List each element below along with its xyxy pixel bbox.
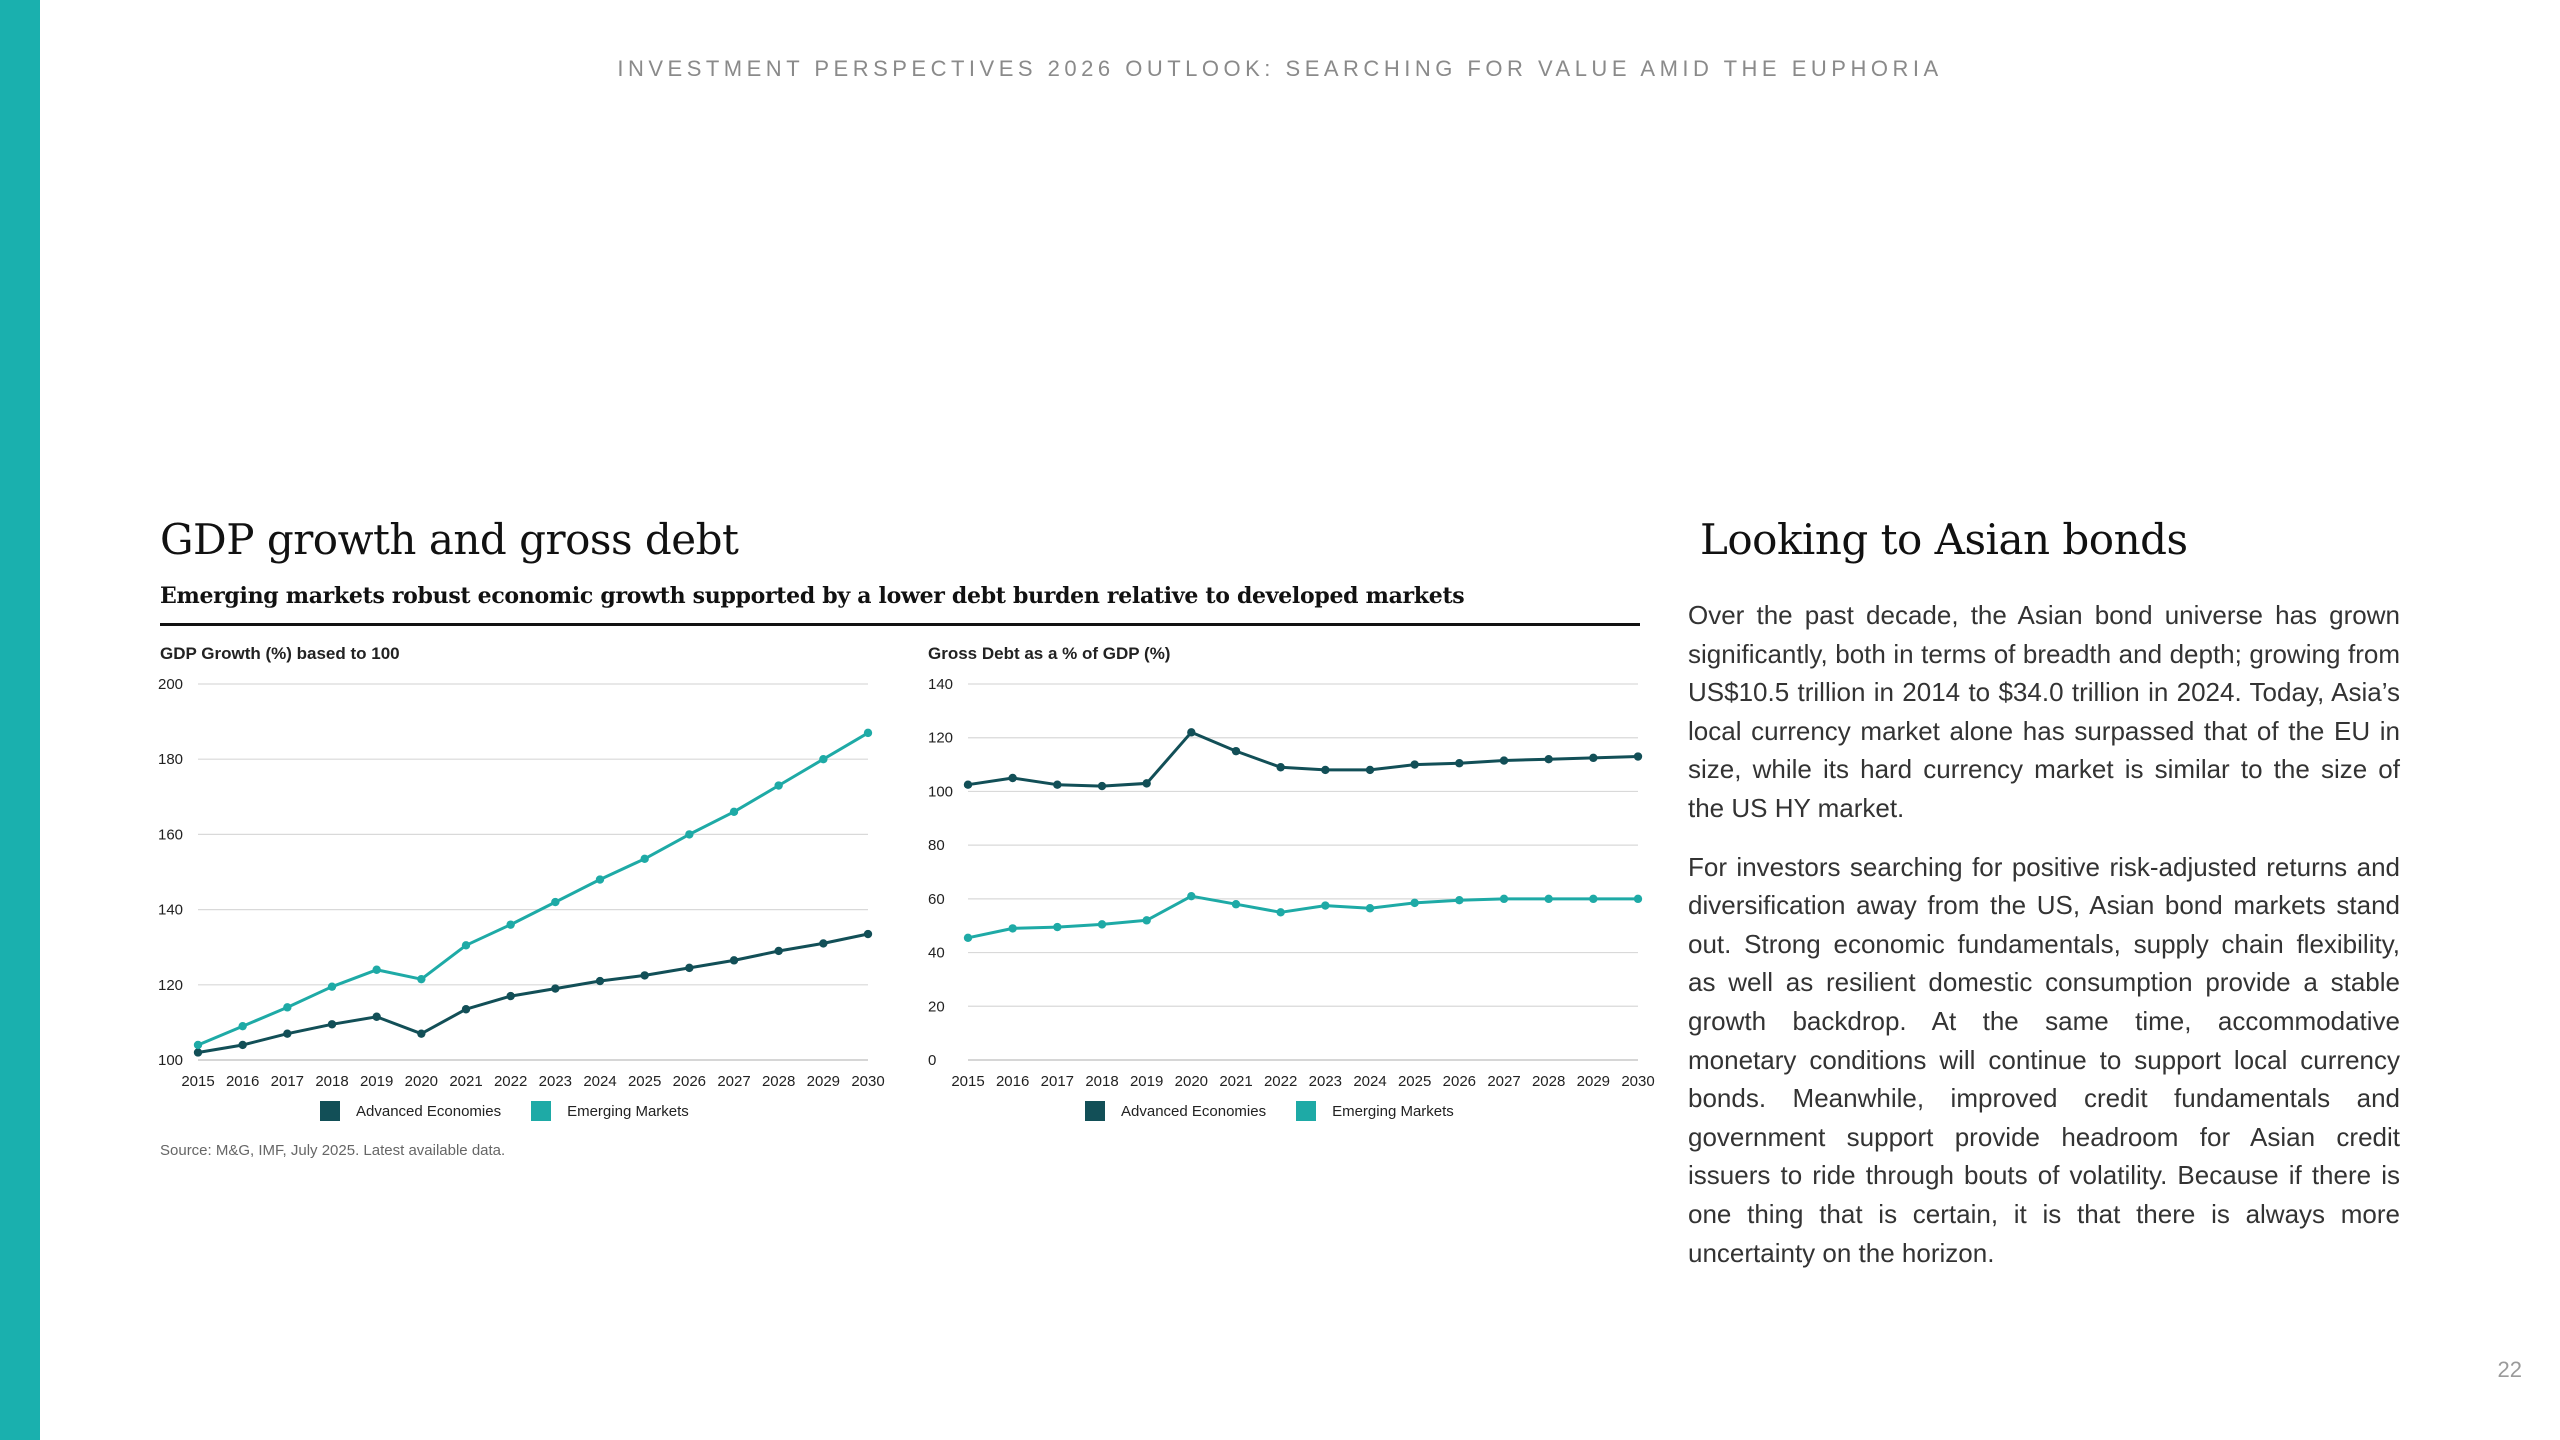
debt-x-tick-label: 2023 [1308, 1073, 1343, 1090]
gdp-point-emerging [596, 875, 604, 883]
gdp-x-tick-label: 2020 [404, 1073, 439, 1090]
gdp-point-advanced [194, 1048, 202, 1056]
article-paragraph-2: For investors searching for positive risk-adjusted returns and diversification away from the US, Asian bond markets stand out. Strong economic fundamentals, supply chain flexibility, as well as resilient domestic consumption provide a stable growth backdrop. At the same time, accommodative monetary conditions will continue to support local currency bonds. Meanwhile, improved credit fundamentals and government support provide headroom for Asian credit issuers to ride through bouts of volatility. Because if there is one thing that is certain, it is that there is always more uncertainty on the horizon. [1688, 851, 2400, 1268]
debt-y-tick-label: 60 [928, 890, 945, 908]
legend-item-advanced [1085, 1101, 1266, 1121]
debt-point-advanced [1634, 752, 1642, 760]
debt-point-advanced [1500, 756, 1508, 764]
gdp-y-tick-label: 140 [158, 901, 184, 919]
debt-chart-title: Gross Debt as a % of GDP (%) [928, 644, 1171, 663]
gdp-x-tick-label: 2022 [493, 1073, 528, 1090]
gdp-point-emerging [774, 781, 782, 789]
gdp-x-tick-label: 2019 [359, 1073, 394, 1090]
gdp-y-tick-label: 180 [158, 751, 184, 769]
debt-x-tick-label: 2018 [1085, 1073, 1119, 1090]
debt-point-advanced [1589, 754, 1597, 762]
debt-point-advanced [1232, 747, 1240, 755]
debt-y-tick-label: 20 [928, 998, 945, 1016]
gdp-point-emerging [372, 966, 380, 974]
gdp-point-emerging [730, 808, 738, 816]
gdp-point-emerging [685, 830, 693, 838]
gdp-point-advanced [774, 947, 782, 955]
debt-point-advanced [1053, 781, 1061, 789]
gdp-x-tick-label: 2024 [583, 1073, 617, 1090]
gdp-point-emerging [819, 755, 827, 763]
debt-x-tick-label: 2019 [1129, 1073, 1164, 1090]
debt-point-emerging [1455, 896, 1463, 904]
gdp-point-advanced [596, 977, 604, 985]
legend-label-advanced: Advanced Economies [1121, 1102, 1267, 1120]
gdp-point-emerging [283, 1003, 291, 1011]
chart-section-title: GDP growth and gross debt [160, 515, 739, 564]
legend-item-emerging [1296, 1101, 1454, 1121]
debt-point-emerging [1232, 900, 1240, 908]
gdp-point-emerging [506, 920, 514, 928]
debt-y-tick-label: 0 [928, 1052, 937, 1069]
gdp-point-emerging [551, 898, 559, 906]
debt-point-emerging [1366, 904, 1374, 912]
debt-point-advanced [1410, 760, 1418, 768]
accent-sidebar [0, 0, 40, 1440]
debt-x-tick-label: 2021 [1219, 1073, 1253, 1090]
gdp-point-advanced [730, 956, 738, 964]
debt-point-advanced [1187, 728, 1195, 736]
debt-point-emerging [1142, 916, 1150, 924]
gdp-point-emerging [417, 975, 425, 983]
legend-label-emerging: Emerging Markets [1332, 1102, 1454, 1120]
debt-point-advanced [1366, 766, 1374, 774]
gdp-chart-title: GDP Growth (%) based to 100 [160, 644, 400, 663]
debt-point-emerging [1098, 920, 1106, 928]
gdp-x-tick-label: 2028 [761, 1073, 796, 1090]
debt-point-advanced [964, 781, 972, 789]
gdp-point-emerging [238, 1022, 246, 1030]
legend-swatch-emerging [1296, 1101, 1316, 1121]
debt-point-advanced [1276, 763, 1284, 771]
running-header: INVESTMENT PERSPECTIVES 2026 OUTLOOK: SEARCHING FOR VALUE AMID THE EUPHORIA [617, 56, 1943, 81]
legend-item-emerging [531, 1101, 689, 1121]
debt-point-emerging [964, 934, 972, 942]
gdp-point-advanced [372, 1013, 380, 1021]
article-paragraph-1: Over the past decade, the Asian bond universe has grown significantly, both in terms of breadth and depth; growing from US$10.5 trillion in 2014 to $34.0 trillion in 2024. Today, Asia’s local currency market alone has surpassed that of the EU in size, while its hard currency market is similar to the size of the US HY market. [1688, 600, 2400, 823]
debt-point-advanced [1142, 779, 1150, 787]
debt-series-line-emerging [968, 896, 1638, 938]
gdp-point-emerging [462, 941, 470, 949]
debt-point-emerging [1544, 895, 1552, 903]
debt-point-emerging [1053, 923, 1061, 931]
debt-series-line-advanced [968, 732, 1638, 786]
gdp-x-tick-label: 2015 [181, 1073, 215, 1090]
gdp-x-tick-label: 2023 [538, 1073, 573, 1090]
gdp-point-advanced [238, 1041, 246, 1049]
gdp-point-emerging [328, 982, 336, 990]
legend-swatch-advanced [320, 1101, 340, 1121]
debt-point-emerging [1589, 895, 1597, 903]
debt-x-tick-label: 2015 [951, 1073, 985, 1090]
debt-point-advanced [1455, 759, 1463, 767]
gdp-x-tick-label: 2018 [315, 1073, 349, 1090]
debt-x-tick-label: 2026 [1442, 1073, 1477, 1090]
chart-section-subtitle: Emerging markets robust economic growth supported by a lower debt burden relative to developed markets [160, 583, 1640, 626]
legend-swatch-emerging [531, 1101, 551, 1121]
gdp-x-tick-label: 2016 [225, 1073, 260, 1090]
gdp-point-advanced [819, 939, 827, 947]
gdp-y-tick-label: 120 [158, 976, 184, 994]
debt-point-emerging [1008, 924, 1016, 932]
debt-x-tick-label: 2024 [1353, 1073, 1387, 1090]
gdp-x-tick-label: 2029 [806, 1073, 841, 1090]
gdp-point-advanced [864, 930, 872, 938]
gdp-point-advanced [685, 964, 693, 972]
gdp-point-emerging [864, 729, 872, 737]
gdp-point-advanced [283, 1029, 291, 1037]
legend-label-advanced: Advanced Economies [356, 1102, 502, 1120]
gdp-point-advanced [640, 971, 648, 979]
source-note: Source: M&G, IMF, July 2025. Latest available data. [160, 1142, 506, 1159]
debt-x-tick-label: 2017 [1040, 1073, 1075, 1090]
debt-y-tick-label: 80 [928, 837, 945, 855]
gdp-y-tick-label: 100 [158, 1052, 184, 1069]
page-number: 22 [2497, 1357, 2522, 1382]
gdp-point-advanced [551, 984, 559, 992]
gdp-x-tick-label: 2027 [717, 1073, 751, 1090]
debt-point-emerging [1187, 892, 1195, 900]
legend-item-advanced [320, 1101, 501, 1121]
gdp-x-tick-label: 2017 [270, 1073, 305, 1090]
gdp-x-tick-label: 2021 [449, 1073, 483, 1090]
article-body [1688, 596, 2400, 1292]
gdp-series-line-advanced [198, 934, 868, 1053]
gdp-x-tick-label: 2030 [851, 1073, 885, 1090]
gdp-y-tick-label: 160 [158, 826, 184, 844]
debt-x-tick-label: 2027 [1487, 1073, 1521, 1090]
debt-y-tick-label: 100 [928, 783, 954, 801]
debt-point-emerging [1410, 899, 1418, 907]
debt-point-advanced [1321, 766, 1329, 774]
debt-point-advanced [1098, 782, 1106, 790]
gdp-point-advanced [328, 1020, 336, 1028]
gdp-growth-chart [150, 660, 890, 1100]
debt-point-emerging [1321, 901, 1329, 909]
debt-x-tick-label: 2025 [1397, 1073, 1432, 1090]
gdp-series-line-emerging [198, 733, 868, 1045]
legend-label-emerging: Emerging Markets [567, 1102, 689, 1120]
debt-point-emerging [1634, 895, 1642, 903]
gdp-point-emerging [640, 855, 648, 863]
debt-x-tick-label: 2030 [1621, 1073, 1655, 1090]
gdp-point-emerging [194, 1041, 202, 1049]
debt-point-advanced [1008, 774, 1016, 782]
debt-x-tick-label: 2029 [1576, 1073, 1611, 1090]
debt-point-emerging [1500, 895, 1508, 903]
debt-x-tick-label: 2028 [1531, 1073, 1566, 1090]
gdp-point-advanced [506, 992, 514, 1000]
gdp-y-tick-label: 200 [158, 676, 184, 693]
gdp-point-advanced [417, 1029, 425, 1037]
gdp-point-advanced [462, 1005, 470, 1013]
debt-point-advanced [1544, 755, 1552, 763]
debt-chart-legend [1085, 1101, 1484, 1121]
gdp-x-tick-label: 2025 [627, 1073, 662, 1090]
gdp-x-tick-label: 2026 [672, 1073, 707, 1090]
legend-swatch-advanced [1085, 1101, 1105, 1121]
debt-y-tick-label: 120 [928, 729, 954, 747]
article-title: Looking to Asian bonds [1700, 515, 2188, 564]
debt-x-tick-label: 2022 [1263, 1073, 1298, 1090]
debt-x-tick-label: 2020 [1174, 1073, 1209, 1090]
debt-x-tick-label: 2016 [995, 1073, 1030, 1090]
gross-debt-chart [920, 660, 1660, 1100]
gdp-chart-legend [320, 1101, 719, 1121]
debt-point-emerging [1276, 908, 1284, 916]
debt-y-tick-label: 40 [928, 944, 945, 962]
debt-y-tick-label: 140 [928, 676, 954, 693]
